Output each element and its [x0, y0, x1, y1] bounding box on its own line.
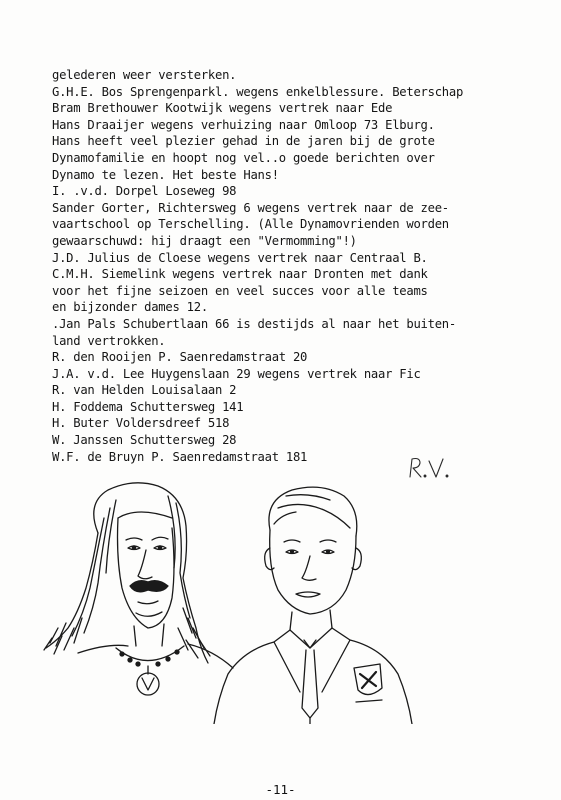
- cartoon-illustration: [38, 478, 538, 724]
- text-line: J.D. Julius de Cloese wegens vertrek naar Centraal B.: [52, 250, 428, 265]
- text-line: H. Foddema Schuttersweg 141: [52, 399, 244, 414]
- text-line: gewaarschuwd: hij draagt een "Vermomming"!): [52, 233, 357, 248]
- text-line: en bijzonder dames 12.: [52, 300, 208, 315]
- text-line: gelederen weer versterken.: [52, 68, 237, 82]
- text-line: H. Buter Voldersdreef 518: [52, 416, 230, 431]
- page-number: -11-: [265, 782, 296, 797]
- text-line: land vertrokken.: [52, 333, 166, 348]
- text-line: Dynamofamilie en hoopt nog vel..o goede berichten over: [52, 150, 435, 165]
- text-line: Sander Gorter, Richtersweg 6 wegens vertrek naar de zee-: [52, 200, 449, 215]
- text-line: Dynamo te lezen. Het beste Hans!: [52, 167, 279, 182]
- text-line: W. Janssen Schuttersweg 28: [52, 433, 237, 448]
- text-line: Hans Draaijer wegens verhuizing naar Omloop 73 Elburg.: [52, 117, 435, 132]
- text-line: W.F. de Bruyn P. Saenredamstraat 181: [52, 449, 308, 464]
- man-in-suit-drawing: [214, 487, 412, 724]
- long-haired-man-drawing: [44, 483, 233, 695]
- text-line: R. van Helden Louisalaan 2: [52, 383, 237, 398]
- text-line: I. .v.d. Dorpel Loseweg 98: [52, 184, 237, 199]
- text-line: vaartschool op Terschelling. (Alle Dynamovrienden worden: [52, 217, 449, 232]
- text-line: C.M.H. Siemelink wegens vertrek naar Dronten met dank: [52, 267, 428, 282]
- text-line: .Jan Pals Schubertlaan 66 is destijds al naar het buiten-: [52, 316, 456, 331]
- text-line: J.A. v.d. Lee Huygenslaan 29 wegens vertrek naar Fic: [52, 366, 421, 381]
- text-line: voor het fijne seizoen en veel succes voor alle teams: [52, 283, 428, 298]
- typed-text-block: [52, 67, 547, 465]
- text-line: G.H.E. Bos Sprengenparkl. wegens enkelblessure. Beterschap: [52, 84, 464, 99]
- text-line: Bram Brethouwer Kootwijk wegens vertrek naar Ede: [52, 101, 393, 116]
- text-line: R. den Rooijen P. Saenredamstraat 20: [52, 350, 308, 365]
- text-line: Hans heeft veel plezier gehad in de jaren bij de grote: [52, 134, 435, 149]
